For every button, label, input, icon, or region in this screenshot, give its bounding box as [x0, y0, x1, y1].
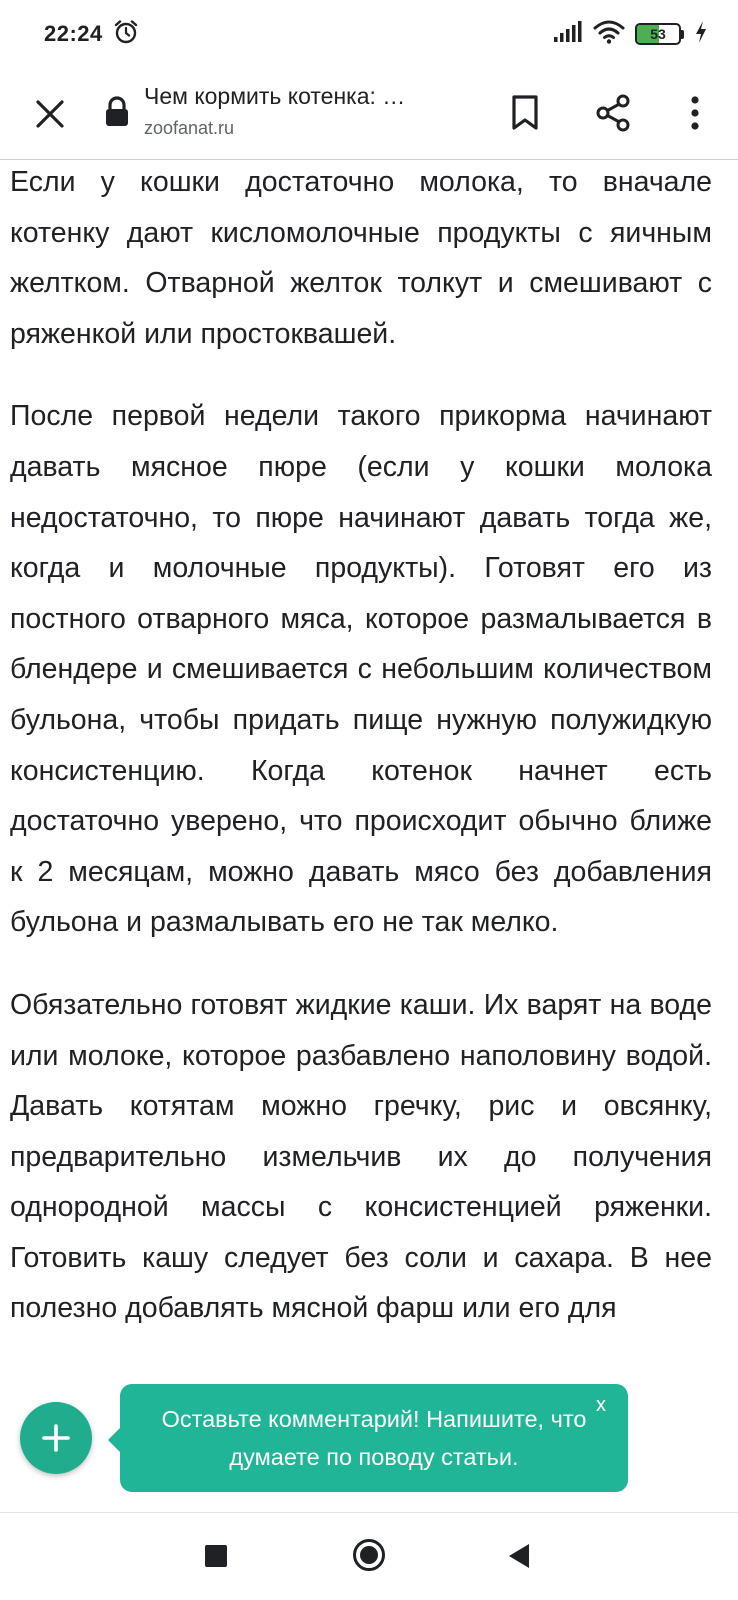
comment-prompt-text: Оставьте комментарий! Напишите, что думаете по поводу статьи.: [161, 1406, 587, 1470]
back-icon[interactable]: [506, 1542, 532, 1570]
close-icon: [34, 98, 66, 130]
wifi-icon: [593, 20, 625, 49]
article-paragraph: Обязательно готовят жидкие каши. Их варят на воде или молоке, которое разбавлено наполовину водой. Давать котятам можно гречку, рис и овсянку, предварительно измельчив их до получения однородной массы с консистенцией ряженки. Готовить кашу следует без соли и сахара. В нее полезно добавлять мясной фарш или его для: [10, 988, 712, 1325]
title-block[interactable]: [144, 80, 474, 142]
more-options-button[interactable]: [666, 84, 724, 142]
status-time: 22:24: [44, 21, 103, 46]
article-paragraph: После первой недели такого прикорма начинают давать мясное пюре (если у кошки молока недостаточно, то пюре начинают давать тогда же, когда и молочные продукты). Готовят его из постного отварного мяса, которое размалывается в блендере и смешивается с небольшим количеством бульона, чтобы придать пище нужную полужидкую консистенцию. Когда котенок начнет есть достаточно уверено, что происходит обычно ближе к 2 месяцам, можно давать мясо без добавления бульона и размалывать его не так мелко.: [10, 400, 712, 939]
share-icon: [594, 94, 632, 132]
browser-toolbar: [0, 68, 738, 160]
battery-icon: [635, 23, 684, 45]
article-paragraph: Если у кошки достаточно молока, то вначале котенку дают кисломолочные продукты с яичным желтком. Отварной желток толкут и смешивают с ряженкой или простоквашей.: [10, 166, 712, 350]
status-bar: [0, 0, 738, 68]
home-icon[interactable]: [352, 1538, 386, 1572]
signal-icon: [553, 21, 583, 48]
add-comment-button[interactable]: [20, 1402, 92, 1474]
comment-prompt[interactable]: [120, 1384, 628, 1492]
lock-icon: [104, 96, 130, 128]
bookmark-icon: [511, 95, 539, 131]
close-button[interactable]: [22, 86, 78, 142]
share-button[interactable]: [584, 84, 642, 142]
charging-icon: [694, 20, 708, 49]
status-right: [553, 20, 708, 49]
plus-icon: [41, 1423, 71, 1453]
recents-icon[interactable]: [205, 1545, 227, 1567]
comment-prompt-close-button[interactable]: x: [596, 1394, 606, 1416]
article-body: [10, 160, 712, 1512]
system-navigation-bar: [0, 1512, 738, 1600]
battery-level: 53: [650, 26, 666, 42]
page-title: Чем кормить котенка: …: [144, 83, 406, 109]
alarm-icon: [113, 19, 139, 50]
more-vert-icon: [690, 96, 700, 130]
page-domain: zoofanat.ru: [144, 118, 235, 138]
bookmark-button[interactable]: [496, 84, 554, 142]
status-left: [44, 19, 139, 50]
